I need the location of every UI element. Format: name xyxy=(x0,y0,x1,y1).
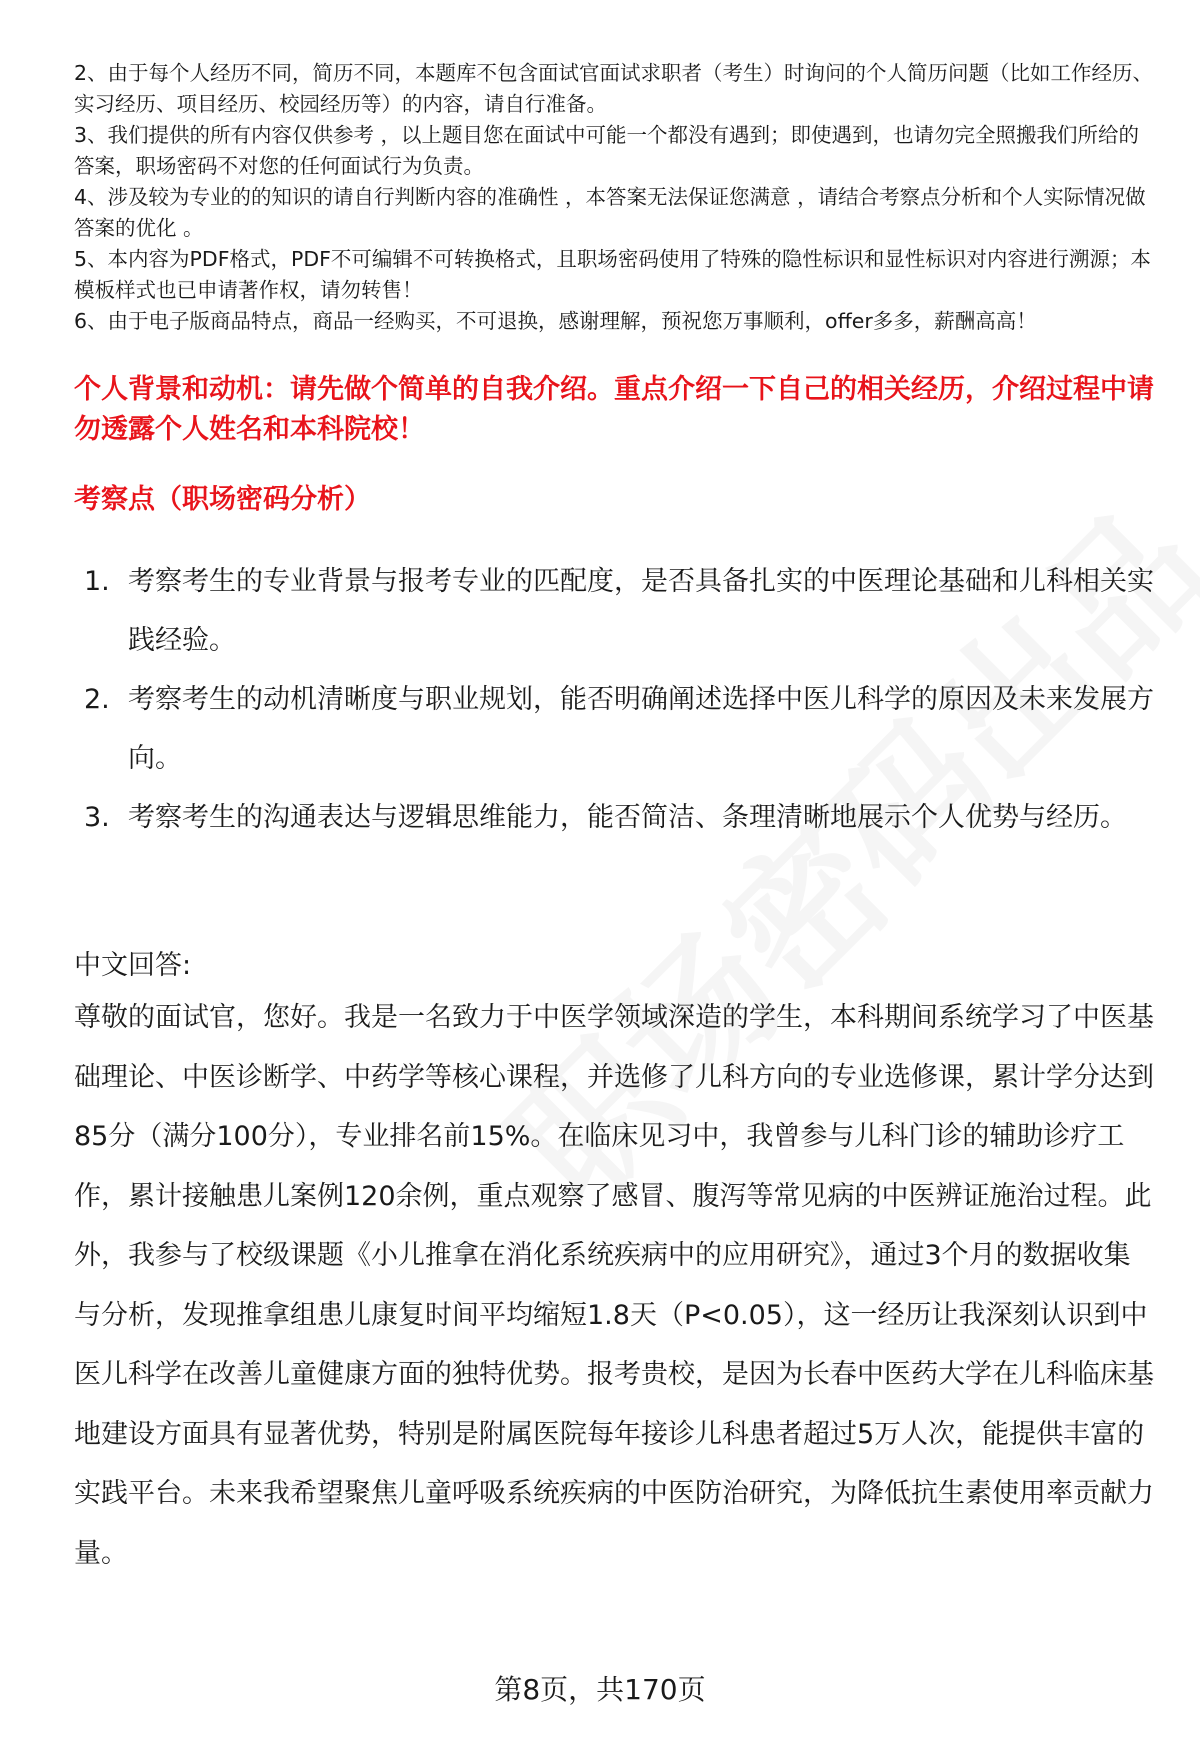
question-title: 个人背景和动机：请先做个简单的自我介绍。重点介绍一下自己的相关经历，介绍过程中请勿透露个人姓名和本科院校！ xyxy=(74,374,1154,445)
analysis-point xyxy=(74,670,1154,788)
point-number: 3. xyxy=(84,802,110,833)
answer-section xyxy=(74,944,1154,1583)
note-item: 2、由于每个人经历不同，简历不同，本题库不包含面试官面试求职者（考生）时询问的个人简历问题（比如工作经历、实习经历、项目经历、校园经历等）的内容，请自行准备。 xyxy=(74,61,1154,116)
analysis-point xyxy=(74,788,1154,847)
note-item: 5、本内容为PDF格式，PDF不可编辑不可转换格式，且职场密码使用了特殊的隐性标识和显性标识对内容进行溯源；本模板样式也已申请著作权，请勿转售！ xyxy=(74,247,1151,302)
analysis-points xyxy=(74,552,1154,847)
analysis-point xyxy=(74,552,1154,670)
point-text: 考察考生的动机清晰度与职业规划，能否明确阐述选择中医儿科学的原因及未来发展方向。 xyxy=(128,684,1154,774)
notes-section xyxy=(74,58,1154,337)
answer-body: 尊敬的面试官，您好。我是一名致力于中医学领域深造的学生，本科期间系统学习了中医基础理论、中医诊断学、中药学等核心课程，并选修了儿科方向的专业选修课，累计学分达到85分（满分100分），专业排名前15%。在临床见习中，我曾参与儿科门诊的辅助诊疗工作，累计接触患儿案例120余例，重点观察了感冒、腹泻等常见病的中医辨证施治过程。此外，我参与了校级课题《小儿推拿在消化系统疾病中的应用研究》，通过3个月的数据收集与分析，发现推拿组患儿康复时间平均缩短1.8天（P<0.05），这一经历让我深刻认识到中医儿科学在改善儿童健康方面的独特优势。报考贵校，是因为长春中医药大学在儿科临床基地建设方面具有显著优势，特别是附属医院每年接诊儿科患者超过5万人次，能提供丰富的实践平台。未来我希望聚焦儿童呼吸系统疾病的中医防治研究，为降低抗生素使用率贡献力量。 xyxy=(74,1002,1154,1569)
note-item: 6、由于电子版商品特点，商品一经购买，不可退换，感谢理解，预祝您万事顺利，offer多多，薪酬高高！ xyxy=(74,309,1037,333)
point-number: 1. xyxy=(84,566,110,597)
point-text: 考察考生的专业背景与报考专业的匹配度，是否具备扎实的中医理论基础和儿科相关实践经验。 xyxy=(128,566,1154,656)
page-number: 第8页，共170页 xyxy=(494,1673,706,1706)
point-number: 2. xyxy=(84,684,110,715)
note-item: 4、涉及较为专业的的知识的请自行判断内容的准确性 ，本答案无法保证您满意 ，请结合考察点分析和个人实际情况做答案的优化 。 xyxy=(74,185,1146,240)
note-item: 3、我们提供的所有内容仅供参考 ，以上题目您在面试中可能一个都没有遇到；即使遇到，也请勿完全照搬我们所给的答案，职场密码不对您的任何面试行为负责。 xyxy=(74,123,1140,178)
analysis-heading: 考察点（职场密码分析） xyxy=(74,484,371,515)
answer-label: 中文回答: xyxy=(74,950,192,981)
point-text: 考察考生的沟通表达与逻辑思维能力，能否简洁、条理清晰地展示个人优势与经历。 xyxy=(128,802,1127,833)
